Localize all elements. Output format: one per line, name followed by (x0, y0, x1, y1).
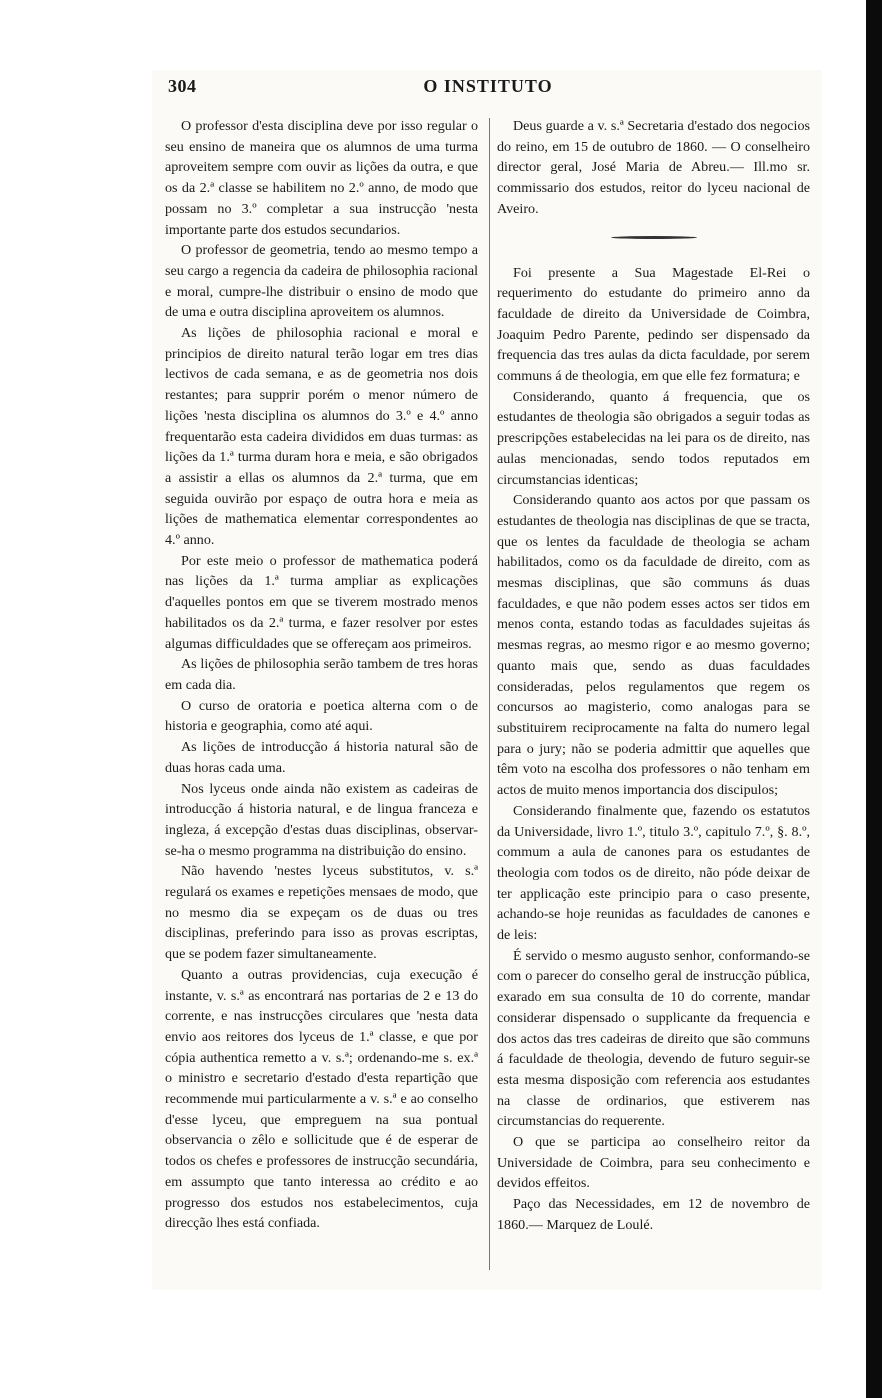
section-divider (611, 236, 697, 239)
page-header (168, 76, 808, 102)
signature-line: Paço das Necessidades, em 12 de novembro de 1860.— Marquez de Loulé. (497, 1196, 810, 1233)
page-number: 304 (168, 76, 197, 96)
paragraph: As lições de philosophia racional e moral e principios de direito natural terão logar em tres dias lectivos de cada semana, e as de geometria nos dois restantes; para supprir porém o menor número de lições 'nesta disciplina os alumnos do 3.º e 4.º anno frequentarão esta cadeira divididos em duas turmas: as lições da 1.ª turma duram hora e meia, e são obrigados a assistir a ellas os alumnos da 2.ª turma, que em seguida ouvirão por espaço de outra hora e meia as lições de mathematica elementar correspondentes ao 4.º anno. (165, 325, 478, 549)
right-column (497, 116, 810, 1236)
paragraph: Quanto a outras providencias, cuja execução é instante, v. s.ª as encontrará nas portarias de 2 e 13 do corrente, e nas instrucções circulares que 'nesta data envio aos reitores dos lyceus de 1.ª classe, e que por cópia authentica remetto a v. s.ª; ordenando-me s. ex.ª o ministro e secretario d'estado d'esta repartição que recommende mui particularmente a v. s.ª e ao conselho d'esse lyceu, que empreguem na sua pontual observancia o zêlo e sollicitude que é de esperar de todos os chefes e professores de instrucção secundária, em assumpto que tanto interessa ao crédito e ao progresso dos estudos nos estabelecimentos, cuja direcção lhes está confiada. (165, 966, 478, 1232)
paragraph: O curso de oratoria e poetica alterna com o de historia e geographia, como até aqui. (165, 697, 478, 735)
page (152, 70, 822, 1290)
paragraph: Não havendo 'nestes lyceus substitutos, v. s.ª regulará os exames e repetições mensaes de modo, que no mesmo dia se expeçam os de duas ou tres disciplinas, preferindo para isso as provas escriptas, que se podem fazer simultaneamente. (165, 863, 478, 963)
journal-title: O INSTITUTO (423, 76, 553, 96)
left-column (165, 116, 478, 1234)
paragraph: Considerando finalmente que, fazendo os estatutos da Universidade, livro 1.º, titulo 3.º, capitulo 7.º, §. 8.º, commum a aula de canones para os estudantes de theologia com todos os de direito, não póde deixar de ter applicação este principio para o caso presente, achando-se hoje reunidas as faculdades de canones e de leis: (497, 802, 810, 944)
paragraph: Por este meio o professor de mathematica poderá nas lições da 1.ª turma ampliar as explicações d'aquelles pontos em que se tiverem mostrado menos habilitados os da 2.ª turma, e fazer resolver por estes algumas difficuldades que se offereçam aos primeiros. (165, 552, 478, 652)
paragraph: É servido o mesmo augusto senhor, conformando-se com o parecer do conselho geral de instrucção pública, exarado em sua consulta de 10 do corrente, mandar considerar dispensado o supplicante da frequencia e dos actos das tres cadeiras de direito que são communs á faculdade de theologia, devendo de futuro seguir-se esta mesma disposição com referencia aos estudantes na classe de ordinarios, que estiverem nas circumstancias do requerente. (497, 947, 810, 1130)
paragraph: Considerando quanto aos actos por que passam os estudantes de theologia nas disciplinas de que se tracta, que os lentes da faculdade de theologia se acham habilitados, como os da faculdade de direito, com as mesmas disciplinas, que são communs ás duas faculdades, e que não podem esses actos ser tidos em menos conta, estando todas as faculdades sujeitas ás mesmas regras, ao mesmo rigor e ao mesmo governo; quanto mais que, sendo as duas faculdades consideradas, pelos regulamentos que regem os concursos ao magisterio, como analogas para se substituirem reciprocamente na falta do numero legal para o jury; não se poderia admittir que aquelles que têm voto na escolha dos professores o não tenham em actos de muito menos importancia dos discipulos; (497, 492, 810, 799)
paragraph: Considerando, quanto á frequencia, que os estudantes de theologia são obrigados a seguir todas as prescripções estabelecidas na lei para os de direito, nas aulas mencionadas, sendo todos reputados em circumstancias identicas; (497, 388, 810, 488)
column-divider (489, 118, 490, 1270)
paragraph: O professor d'esta disciplina deve por isso regular o seu ensino de maneira que os alumnos de uma turma aproveitem sempre com ouvir as lições da outra, e que os da 2.ª classe se habilitem no 2.º anno, de modo que possam no 3.º completar a sua instrucção 'nesta importante parte dos estudos secundarios. (165, 118, 478, 238)
paragraph: Nos lyceus onde ainda não existem as cadeiras de introducção á historia natural, e de lingua franceza e ingleza, á excepção d'estas duas disciplinas, observar-se-ha o mesmo programma na distribuição do ensino. (165, 780, 478, 859)
paragraph: As lições de philosophia serão tambem de tres horas em cada dia. (165, 656, 478, 693)
closing-paragraph: Deus guarde a v. s.ª Secretaria d'estado dos negocios do reino, em 15 de outubro de 1860. — O conselheiro director geral, José Maria de Abreu.— Ill.mo sr. commissario dos estudos, reitor do lyceu nacional de Aveiro. (497, 118, 810, 217)
paragraph: As lições de introducção á historia natural são de duas horas cada uma. (165, 739, 478, 776)
paragraph: O professor de geometria, tendo ao mesmo tempo a seu cargo a regencia da cadeira de philosophia racional e moral, cumpre-lhe distribuir o ensino de modo que de uma e outra disciplina aproveitem os alumnos. (165, 242, 478, 321)
paragraph: O que se participa ao conselheiro reitor da Universidade de Coimbra, para seu conhecimento e devidos effeitos. (497, 1134, 810, 1192)
scan-border (866, 0, 882, 1398)
paragraph: Foi presente a Sua Magestade El-Rei o requerimento do estudante do primeiro anno da faculdade de direito da Universidade de Coimbra, Joaquim Pedro Parente, pedindo ser dispensado da frequencia das tres aulas da dicta faculdade, por serem communs á de theologia, em que elle fez formatura; e (497, 264, 810, 385)
